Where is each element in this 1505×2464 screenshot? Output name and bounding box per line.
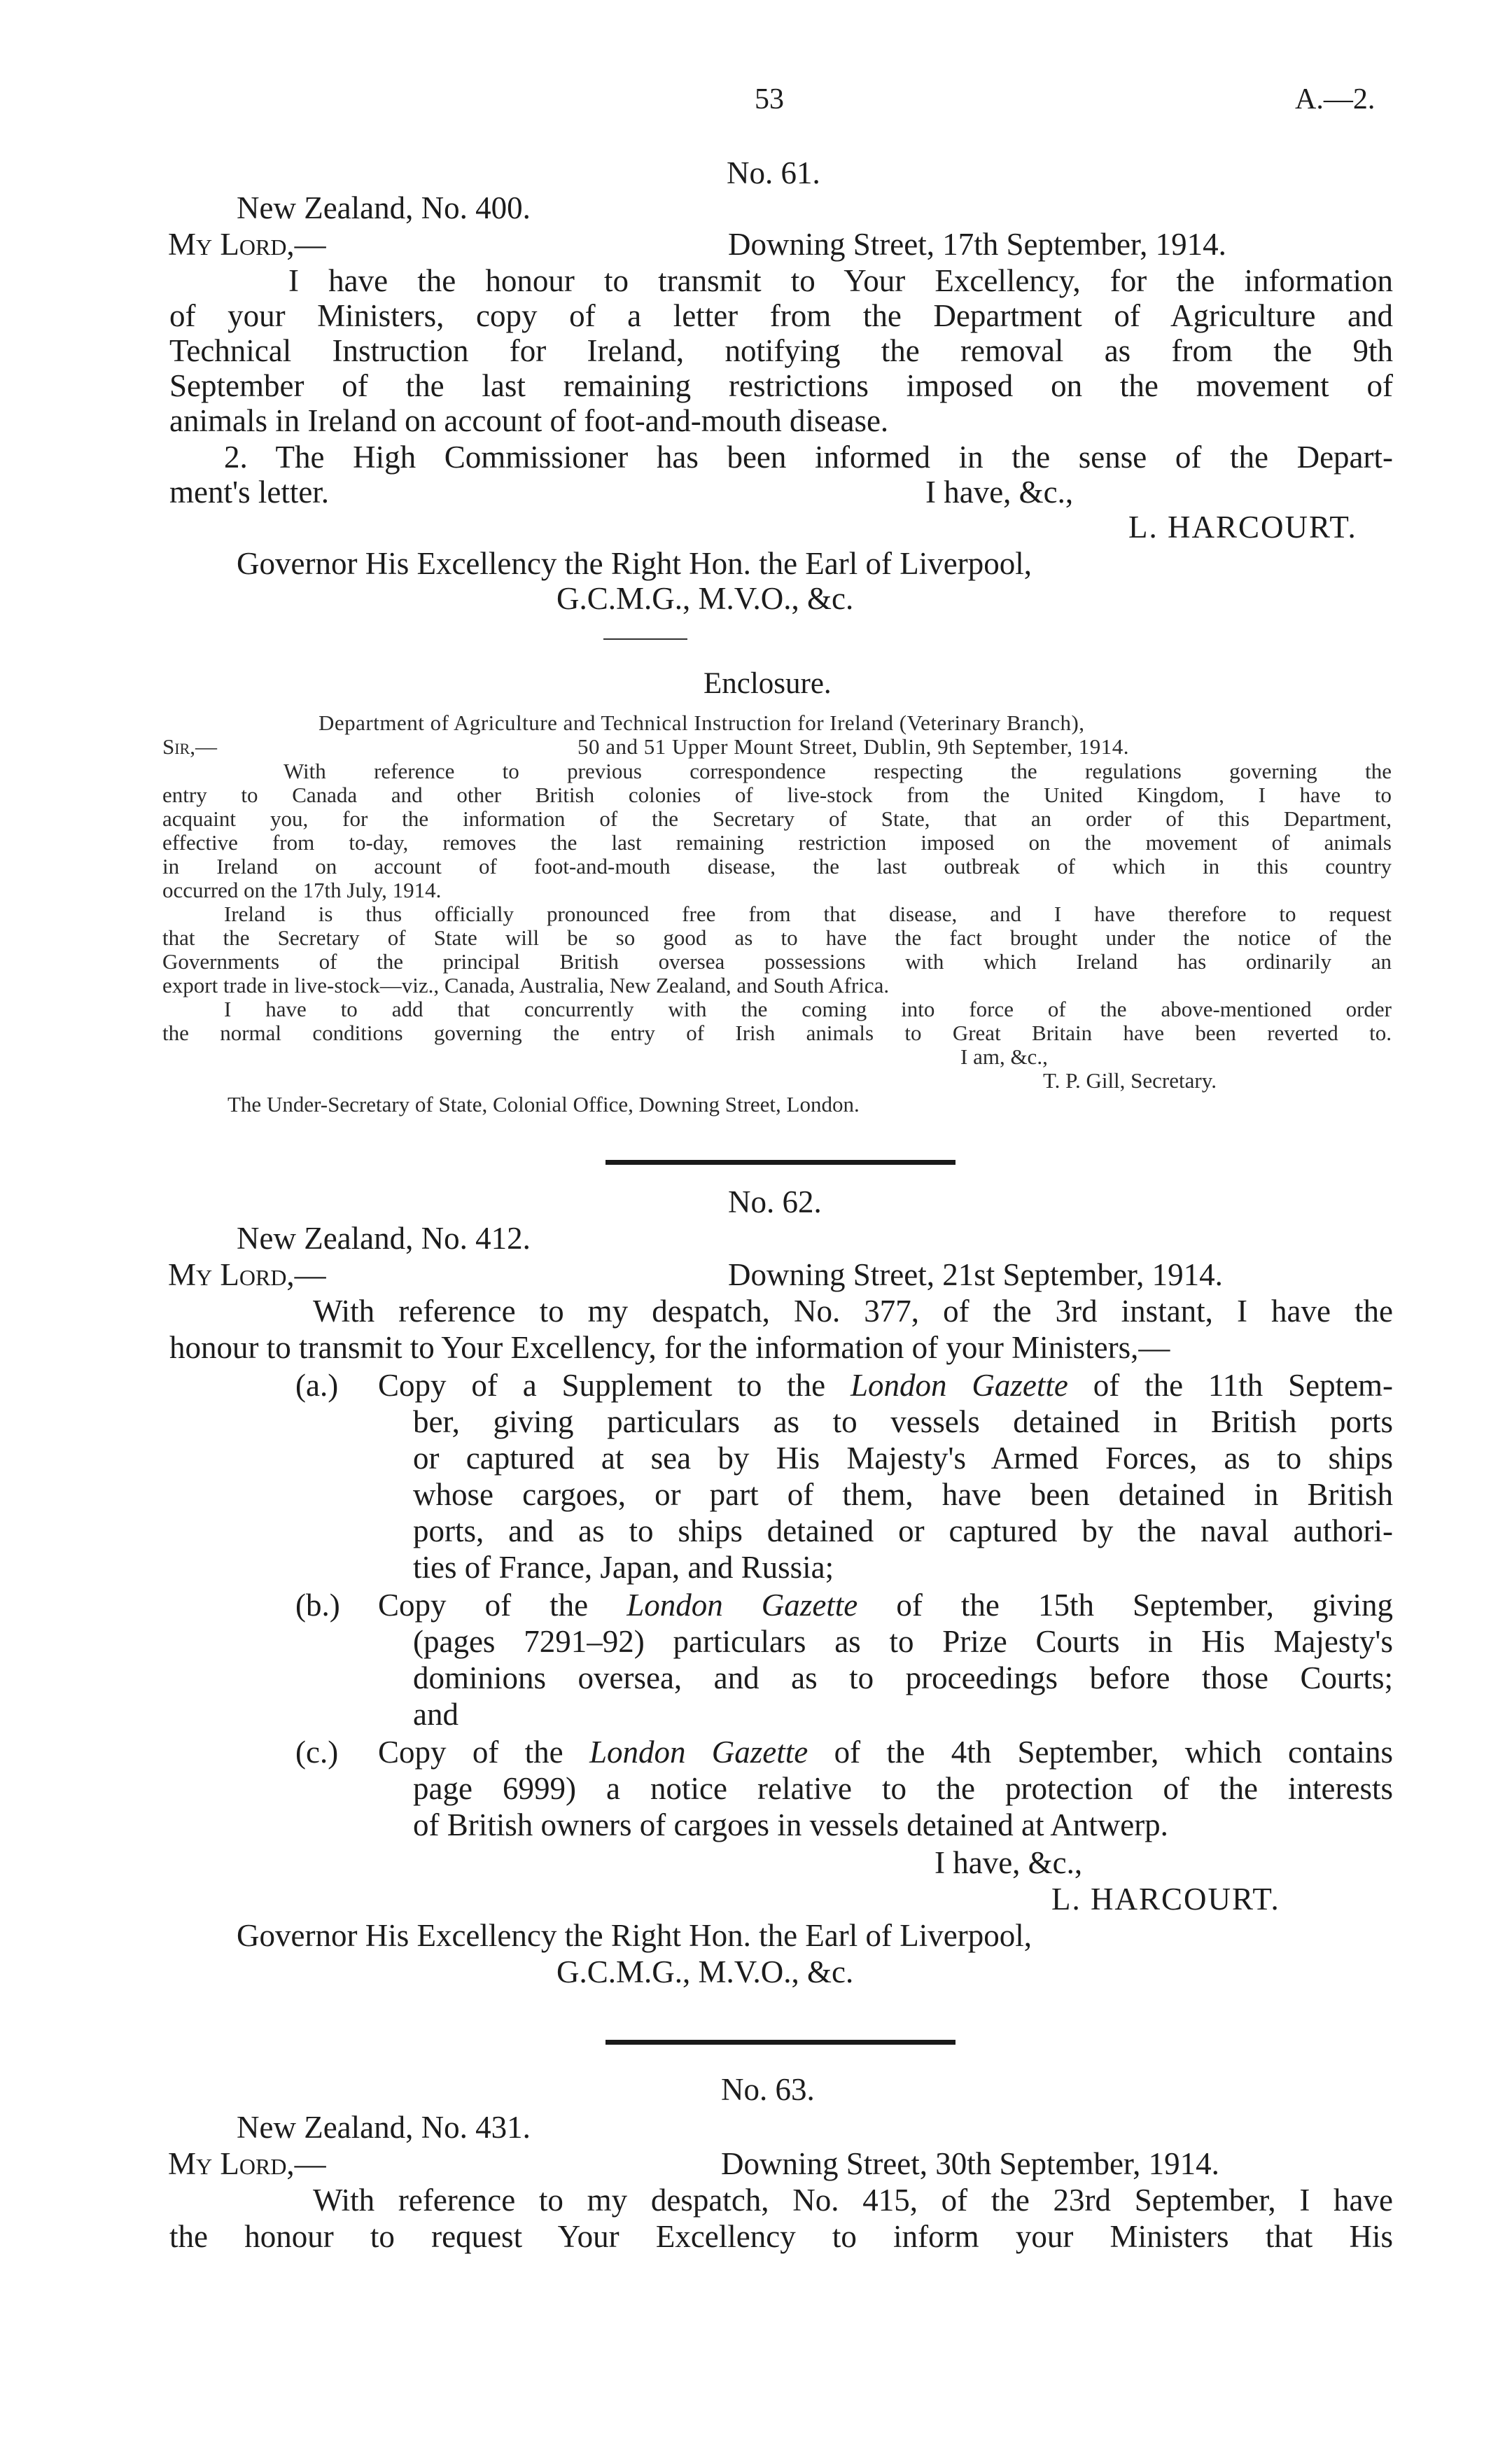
item-text: Copy of the [378, 1735, 564, 1770]
recipient: The Under-Secretary of State, Colonial Office, Downing Street, London. [227, 1092, 860, 1116]
item-line: or captured at sea by His Majesty's Armed Forces, as to ships [413, 1441, 1393, 1476]
item-line: ties of France, Japan, and Russia; [413, 1550, 834, 1585]
body-line: I have the honour to transmit to Your Excellency, for the information [288, 263, 1393, 298]
body-line: Ireland is thus officially pronounced free from that disease, and I have therefore to request [224, 902, 1392, 926]
body-line: With reference to previous correspondence respecting the regulations governing the [284, 759, 1392, 783]
body-line: entry to Canada and other British colonies of live-stock from the United Kingdom, I have to [162, 783, 1392, 807]
body-line: of your Ministers, copy of a letter from the Department of Agriculture and [169, 298, 1393, 333]
salutation: My Lord,— [168, 2146, 326, 2181]
honours: G.C.M.G., M.V.O., &c. [556, 581, 854, 616]
place-date: Downing Street, 21st September, 1914. [728, 1257, 1223, 1292]
place-date: Downing Street, 30th September, 1914. [721, 2146, 1219, 2181]
closing: I have, &c., [934, 1845, 1083, 1880]
addressee: Governor His Excellency the Right Hon. the Earl of Liverpool, [237, 546, 1032, 581]
item-line: whose cargoes, or part of them, have been detained in British [413, 1477, 1393, 1512]
item-line: (pages 7291–92) particulars as to Prize Courts in His Majesty's [413, 1624, 1393, 1659]
salutation: My Lord,— [168, 227, 326, 262]
section-divider [606, 1160, 955, 1165]
gazette-title: London Gazette [589, 1735, 808, 1770]
body-line: the honour to request Your Excellency to inform your Ministers that His [169, 2219, 1393, 2254]
body-line: honour to transmit to Your Excellency, for the information of your Ministers,— [169, 1330, 1170, 1365]
signature: T. P. Gill, Secretary. [1043, 1068, 1217, 1093]
signature: L. HARCOURT. [1051, 1882, 1280, 1917]
body-line: With reference to my despatch, No. 415, of the 23rd September, I have [313, 2183, 1393, 2218]
body-line: With reference to my despatch, No. 377, of the 3rd instant, I have the [313, 1294, 1393, 1329]
item-text: Copy of a Supplement to the [378, 1368, 826, 1403]
body-line: occurred on the 17th July, 1914. [162, 878, 442, 902]
place-date: Downing Street, 17th September, 1914. [728, 227, 1226, 262]
page-number: 53 [755, 83, 784, 115]
body-line: effective from to-day, removes the last remaining restriction imposed on the movement of animals [162, 830, 1392, 855]
item-text: of the 11th Septem- [1093, 1368, 1394, 1403]
despatch-number: No. 61. [727, 155, 820, 190]
item-line: page 6999) a notice relative to the protection of the interests [413, 1771, 1393, 1806]
salutation: My Lord,— [168, 1257, 326, 1292]
addressee: Governor His Excellency the Right Hon. the Earl of Liverpool, [237, 1918, 1032, 1953]
divider [603, 638, 687, 640]
department-name: Department of Agriculture and Technical Instruction for Ireland (Veterinary Branch), [318, 710, 1085, 735]
section-divider [606, 2040, 955, 2045]
item-text: Copy of the [378, 1588, 589, 1623]
body-line: the normal conditions governing the entry of Irish animals to Great Britain have been reverted to. [162, 1021, 1392, 1045]
item-label: (c.) [295, 1735, 339, 1770]
body-line: Governments of the principal British oversea possessions with which Ireland has ordinarily an [162, 949, 1392, 974]
despatch-number: No. 62. [728, 1184, 822, 1219]
body-line: 2. The High Commissioner has been informed in the sense of the Depart- [224, 440, 1393, 475]
item-line: of British owners of cargoes in vessels detained at Antwerp. [413, 1807, 1168, 1842]
closing: I have, &c., [925, 475, 1074, 510]
item-line: dominions oversea, and as to proceedings before those Courts; [413, 1660, 1393, 1695]
body-line: September of the last remaining restrictions imposed on the movement of [169, 368, 1393, 403]
item-label: (b.) [295, 1588, 340, 1623]
item-label: (a.) [295, 1368, 339, 1403]
honours: G.C.M.G., M.V.O., &c. [556, 1954, 854, 1989]
closing: I am, &c., [960, 1044, 1048, 1069]
gazette-title: London Gazette [626, 1588, 858, 1623]
body-line: in Ireland on account of foot-and-mouth disease, the last outbreak of which in this country [162, 854, 1392, 878]
nz-reference: New Zealand, No. 412. [237, 1221, 531, 1256]
enclosure-title: Enclosure. [704, 667, 832, 700]
body-line: Technical Instruction for Ireland, notifying the removal as from the 9th [169, 333, 1393, 368]
item-line: ports, and as to ships detained or captured by the naval authori- [413, 1513, 1393, 1548]
item-text: of the 15th September, giving [896, 1588, 1393, 1623]
despatch-number: No. 63. [721, 2072, 815, 2107]
gazette-title: London Gazette [850, 1368, 1068, 1403]
nz-reference: New Zealand, No. 431. [237, 2110, 531, 2145]
body-line: acquaint you, for the information of the Secretary of State, that an order of this Department, [162, 806, 1392, 831]
body-line: ment's letter. [169, 475, 330, 510]
body-line: I have to add that concurrently with the coming into force of the above-mentioned order [224, 997, 1392, 1021]
body-line: export trade in live-stock—viz., Canada, Australia, New Zealand, and South Africa. [162, 973, 890, 997]
body-line: animals in Ireland on account of foot-and-mouth disease. [169, 403, 889, 438]
signature: L. HARCOURT. [1128, 510, 1357, 545]
document-reference: A.—2. [1295, 83, 1376, 115]
item-line: ber, giving particulars as to vessels detained in British ports [413, 1404, 1393, 1439]
item-line: and [413, 1697, 458, 1732]
address-date: 50 and 51 Upper Mount Street, Dublin, 9th September, 1914. [578, 734, 1130, 759]
nz-reference: New Zealand, No. 400. [237, 190, 531, 225]
body-line: that the Secretary of State will be so good as to have the fact brought under the notice of the [162, 925, 1392, 950]
item-text: of the 4th September, which contains [834, 1735, 1393, 1770]
salutation: Sir,— [162, 734, 217, 759]
